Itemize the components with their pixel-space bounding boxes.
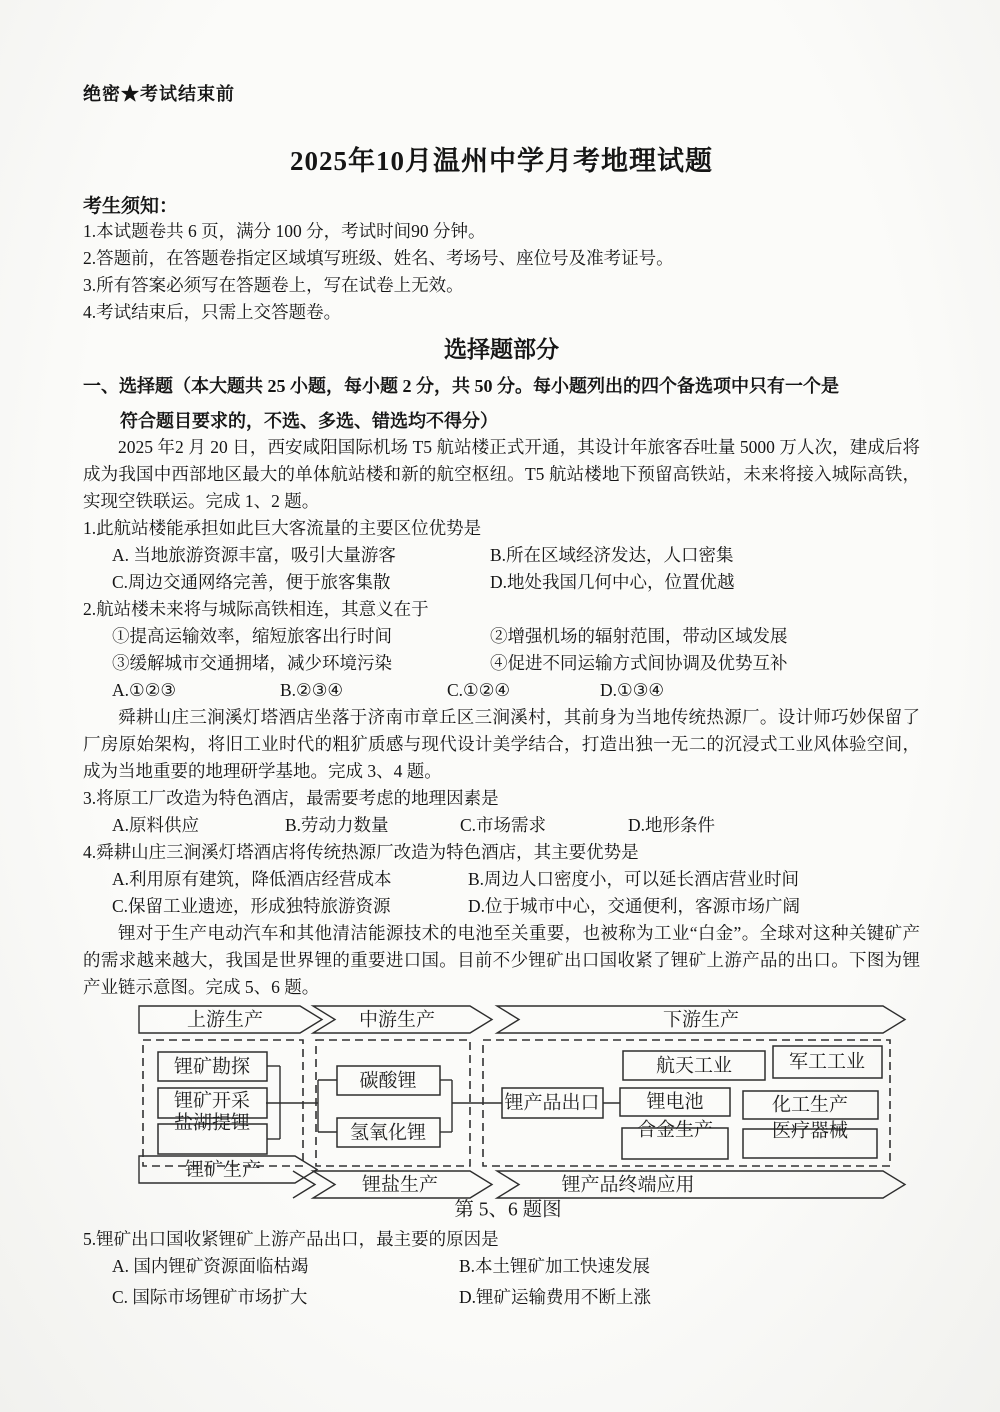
question-3-stem: 3.将原工厂改造为特色酒店，最需要考虑的地理因素是: [83, 788, 499, 808]
passage-airport: 2025 年2 月 20 日，西安咸阳国际机场 T5 航站楼正式开通，其设计年旅客吞吐量 5000 万人次，建成后将成为我国中西部地区最大的单体航站楼和新的航空枢纽。T5 航站楼地下预留高铁站，未来将接入城际高铁，实现空铁联运。完成 1、2 题。: [83, 437, 920, 511]
option-4a: A.利用原有建筑，降低酒店经营成本: [112, 869, 392, 889]
downstream-stage-label: 下游生产: [662, 1009, 740, 1031]
chevron-stripe: [293, 1171, 315, 1198]
chemical-label: 化工生产: [771, 1094, 849, 1116]
brine-extraction-label: 盐湖提锂: [173, 1112, 251, 1134]
alloy-label: 合金生产: [636, 1119, 714, 1141]
terminal-application-banner: [497, 1171, 905, 1198]
question-5-options-row: [83, 1284, 920, 1311]
security-classification: 绝密★考试结束前: [83, 84, 235, 104]
question-3-options-row: [83, 812, 920, 839]
lithium-chain-diagram: [95, 1003, 955, 1221]
upstream-stage-label: 上游生产: [186, 1009, 264, 1031]
section-instruction-line1: 一、选择题（本大题共 25 小题，每小题 2 分，共 50 分。每小题列出的四个备选项中只有一个是: [83, 376, 839, 396]
option-5a: A. 国内锂矿资源面临枯竭: [112, 1256, 309, 1276]
question-2-answers-row: [83, 677, 920, 704]
option-1d: D.地处我国几何中心，位置优越: [490, 572, 735, 592]
option-1a: A. 当地旅游资源丰富，吸引大量游客: [112, 545, 396, 565]
option-5c: C. 国际市场锂矿市场扩大: [112, 1287, 308, 1307]
lithium-industry-chain-figure: [95, 1003, 920, 1226]
ore-exploration-label: 锂矿勘探: [173, 1056, 251, 1078]
question-1-options-row: [83, 542, 920, 569]
option-3a: A.原料供应: [112, 815, 200, 835]
option-1b: B.所在区域经济发达，人口密集: [490, 545, 734, 565]
section-instruction-line2: 符合题目要求的，不选、多选、错选均不得分）: [120, 411, 498, 431]
question-5-options-row: [83, 1253, 920, 1280]
subitem-1: ①提高运输效率，缩短旅客出行时间: [112, 626, 392, 646]
question-4-stem: 4.舜耕山庄三涧溪灯塔酒店将传统热源厂改造为特色酒店，其主要优势是: [83, 842, 639, 862]
subitem-2: ②增强机场的辐射范围，带动区域发展: [490, 626, 788, 646]
page-title: 2025年10月温州中学月考地理试题: [290, 146, 713, 176]
passage-lithium: 锂对于生产电动汽车和其他清洁能源技术的电池至关重要，也被称为工业“白金”。全球对这种关键矿产的需求越来越大，我国是世界锂的重要进口国。目前不少锂矿出口国收紧了锂矿上游产品的出口。下图为锂产业链示意图。完成 5、6 题。: [83, 923, 920, 997]
midstream-stage-label: 中游生产: [358, 1009, 436, 1031]
notice-item: 4.考试结束后，只需上交答题卷。: [83, 302, 342, 322]
lithium-carbonate-label: 碳酸锂: [359, 1070, 417, 1092]
aerospace-label: 航天工业: [655, 1055, 733, 1077]
option-3b: B.劳动力数量: [285, 815, 389, 835]
option-5d: D.锂矿运输费用不断上涨: [459, 1287, 652, 1307]
battery-label: 锂电池: [646, 1091, 704, 1113]
question-2-subitems-row: [83, 623, 920, 650]
figure-caption: 第 5、6 题图: [454, 1199, 562, 1221]
section-title: 选择题部分: [444, 337, 559, 362]
question-4-options-row: [83, 893, 920, 920]
military-label: 军工工业: [788, 1051, 866, 1073]
option-1c: C.周边交通网络完善，便于旅客集散: [112, 572, 391, 592]
option-3d: D.地形条件: [628, 815, 716, 835]
passage-hotel: 舜耕山庄三涧溪灯塔酒店坐落于济南市章丘区三涧溪村，其前身为当地传统热源厂。设计师巧妙保留了厂房原始架构，将旧工业时代的粗犷质感与现代设计美学结合，打造出独一无二的沉浸式工业风体验空间，成为当地重要的地理研学基地。完成 3、4 题。: [83, 707, 920, 781]
salt-production-label: 锂盐生产: [361, 1174, 439, 1196]
question-2-subitems-row: [83, 650, 920, 677]
option-2b: B.②③④: [280, 680, 344, 700]
notice-item: 2.答题前，在答题卷指定区域填写班级、姓名、考场号、座位号及准考证号。: [83, 248, 674, 268]
question-2-stem: 2.航站楼未来将与城际高铁相连，其意义在于: [83, 599, 429, 619]
option-3c: C.市场需求: [460, 815, 547, 835]
option-4d: D.位于城市中心，交通便利，客源市场广阔: [468, 896, 801, 916]
notice-item: 1.本试题卷共 6 页，满分 100 分，考试时间90 分钟。: [83, 221, 486, 241]
terminal-application-label: 锂产品终端应用: [561, 1174, 695, 1196]
medical-label: 医疗器械: [771, 1120, 849, 1142]
subitem-3: ③缓解城市交通拥堵，减少环境污染: [112, 653, 392, 673]
option-4b: B.周边人口密度小，可以延长酒店营业时间: [468, 869, 800, 889]
subitem-4: ④促进不同运输方式间协调及优势互补: [490, 653, 788, 673]
notice-item: 3.所有答案必须写在答题卷上，写在试卷上无效。: [83, 275, 464, 295]
ore-production-label: 锂矿生产: [184, 1159, 262, 1181]
notice-heading: 考生须知：: [83, 196, 179, 217]
option-2c: C.①②④: [447, 680, 511, 700]
lithium-export-label: 锂产品出口: [504, 1092, 600, 1114]
option-2a: A.①②③: [112, 680, 177, 700]
question-5-stem: 5.锂矿出口国收紧锂矿上游产品出口，最主要的原因是: [83, 1229, 499, 1249]
ore-mining-label: 锂矿开采: [173, 1090, 251, 1112]
question-1-stem: 1.此航站楼能承担如此巨大客流量的主要区位优势是: [83, 518, 482, 538]
option-4c: C.保留工业遗迹，形成独特旅游资源: [112, 896, 391, 916]
option-2d: D.①③④: [600, 680, 665, 700]
option-5b: B.本土锂矿加工快速发展: [459, 1256, 651, 1276]
question-1-options-row: [83, 569, 920, 596]
lithium-hydroxide-label: 氢氧化锂: [349, 1122, 427, 1144]
question-4-options-row: [83, 866, 920, 893]
